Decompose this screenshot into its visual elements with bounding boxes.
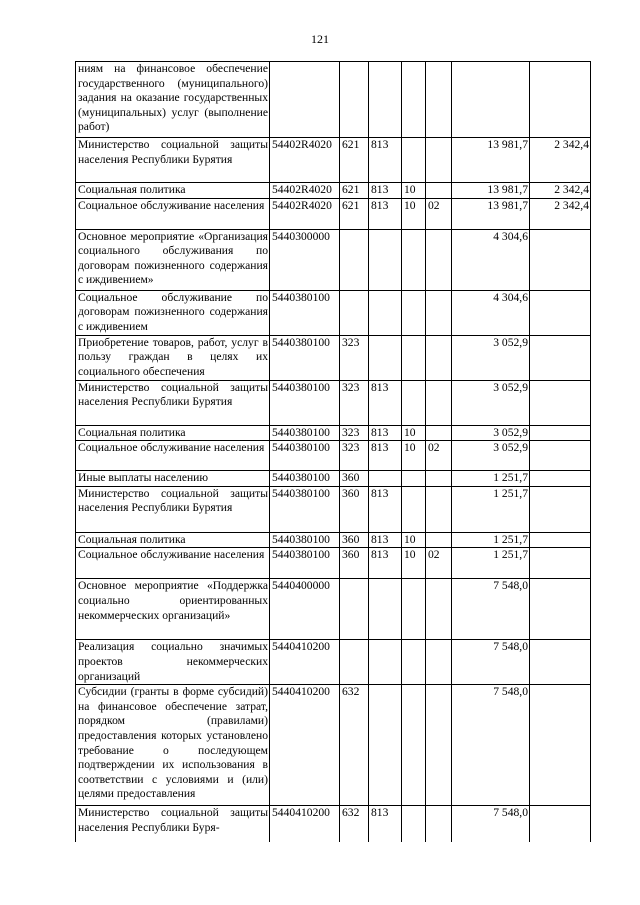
cell-sum1: 3 052,9 bbox=[452, 441, 530, 471]
cell-name: Социальная политика bbox=[76, 532, 270, 548]
cell-sum1: 13 981,7 bbox=[452, 198, 530, 229]
cell-csr: 5440300000 bbox=[270, 229, 340, 290]
cell-pr bbox=[426, 486, 452, 532]
cell-grbs: 813 bbox=[369, 486, 402, 532]
cell-pr bbox=[426, 183, 452, 199]
cell-sum2 bbox=[530, 806, 591, 842]
cell-vr: 621 bbox=[340, 198, 369, 229]
cell-vr: 323 bbox=[340, 441, 369, 471]
cell-rz bbox=[402, 640, 426, 685]
cell-sum1: 3 052,9 bbox=[452, 425, 530, 441]
table-row bbox=[76, 548, 591, 579]
cell-name: Социальное обслуживание населения bbox=[76, 441, 270, 471]
budget-table bbox=[75, 61, 591, 842]
cell-name: Социальное обслуживание по договорам пожизненного содержания с иждивением bbox=[76, 290, 270, 335]
cell-sum2 bbox=[530, 640, 591, 685]
cell-sum1: 4 304,6 bbox=[452, 290, 530, 335]
cell-rz bbox=[402, 685, 426, 806]
cell-vr bbox=[340, 640, 369, 685]
cell-csr: 5440400000 bbox=[270, 579, 340, 640]
cell-sum1: 7 548,0 bbox=[452, 640, 530, 685]
cell-sum1: 7 548,0 bbox=[452, 579, 530, 640]
cell-rz bbox=[402, 380, 426, 425]
cell-csr bbox=[270, 62, 340, 138]
table-row bbox=[76, 198, 591, 229]
table-row bbox=[76, 380, 591, 425]
cell-name: Иные выплаты населению bbox=[76, 471, 270, 487]
table-row bbox=[76, 532, 591, 548]
cell-sum1: 7 548,0 bbox=[452, 685, 530, 806]
cell-name: Министерство социальной защиты населения Республики Бурятия bbox=[76, 380, 270, 425]
cell-csr: 5440410200 bbox=[270, 685, 340, 806]
cell-name: Социальное обслуживание населения bbox=[76, 548, 270, 579]
cell-rz: 10 bbox=[402, 548, 426, 579]
cell-pr bbox=[426, 380, 452, 425]
cell-pr: 02 bbox=[426, 548, 452, 579]
cell-pr bbox=[426, 290, 452, 335]
cell-csr: 5440380100 bbox=[270, 425, 340, 441]
cell-csr: 54402R4020 bbox=[270, 183, 340, 199]
cell-sum2 bbox=[530, 380, 591, 425]
cell-pr bbox=[426, 62, 452, 138]
cell-sum2 bbox=[530, 471, 591, 487]
cell-vr: 323 bbox=[340, 380, 369, 425]
cell-grbs: 813 bbox=[369, 138, 402, 183]
table-row bbox=[76, 806, 591, 842]
cell-sum2 bbox=[530, 579, 591, 640]
cell-csr: 5440380100 bbox=[270, 380, 340, 425]
cell-sum2 bbox=[530, 548, 591, 579]
cell-csr: 54402R4020 bbox=[270, 138, 340, 183]
table-row bbox=[76, 183, 591, 199]
cell-name: Министерство социальной защиты населения Республики Бурятия bbox=[76, 486, 270, 532]
cell-sum1 bbox=[452, 62, 530, 138]
cell-sum2: 2 342,4 bbox=[530, 183, 591, 199]
cell-sum1: 13 981,7 bbox=[452, 138, 530, 183]
table-row bbox=[76, 579, 591, 640]
cell-name: Приобретение товаров, работ, услуг в пользу граждан в целях их социального обеспечения bbox=[76, 335, 270, 380]
cell-grbs: 813 bbox=[369, 806, 402, 842]
cell-rz: 10 bbox=[402, 198, 426, 229]
cell-name: Социальная политика bbox=[76, 425, 270, 441]
cell-grbs bbox=[369, 335, 402, 380]
table-row bbox=[76, 425, 591, 441]
cell-pr bbox=[426, 425, 452, 441]
cell-sum2 bbox=[530, 441, 591, 471]
cell-pr bbox=[426, 579, 452, 640]
cell-rz: 10 bbox=[402, 441, 426, 471]
cell-sum2 bbox=[530, 290, 591, 335]
budget-table-body bbox=[76, 62, 591, 842]
cell-rz bbox=[402, 471, 426, 487]
cell-rz bbox=[402, 579, 426, 640]
cell-name: Министерство социальной защиты населения Республики Буря- bbox=[76, 806, 270, 842]
cell-sum2: 2 342,4 bbox=[530, 198, 591, 229]
cell-pr bbox=[426, 229, 452, 290]
cell-name: Социальная политика bbox=[76, 183, 270, 199]
cell-rz bbox=[402, 806, 426, 842]
cell-sum2 bbox=[530, 486, 591, 532]
cell-pr bbox=[426, 138, 452, 183]
cell-vr: 621 bbox=[340, 183, 369, 199]
cell-grbs: 813 bbox=[369, 425, 402, 441]
table-row bbox=[76, 229, 591, 290]
cell-name: Социальное обслуживание населения bbox=[76, 198, 270, 229]
table-row bbox=[76, 441, 591, 471]
cell-rz: 10 bbox=[402, 183, 426, 199]
cell-pr bbox=[426, 532, 452, 548]
cell-rz bbox=[402, 62, 426, 138]
table-row bbox=[76, 685, 591, 806]
cell-csr: 5440380100 bbox=[270, 290, 340, 335]
cell-name: Министерство социальной защиты населения Республики Бурятия bbox=[76, 138, 270, 183]
cell-rz: 10 bbox=[402, 425, 426, 441]
cell-grbs bbox=[369, 62, 402, 138]
cell-vr: 360 bbox=[340, 548, 369, 579]
cell-vr: 621 bbox=[340, 138, 369, 183]
cell-name: Основное мероприятие «Организация социального обслуживания по договорам пожизненного содержания с иждивением» bbox=[76, 229, 270, 290]
cell-name: Основное мероприятие «Поддержка социально ориентированных некоммерческих организаций» bbox=[76, 579, 270, 640]
cell-sum1: 1 251,7 bbox=[452, 486, 530, 532]
page-number: 121 bbox=[311, 32, 329, 46]
cell-sum2 bbox=[530, 229, 591, 290]
cell-name: Субсидии (гранты в форме субсидий) на финансовое обеспечение затрат, порядком (правилами) предоставления которых установлено требование о последующем подтверждении их использования в соответствии с условиями и (или) целями предоставления bbox=[76, 685, 270, 806]
cell-csr: 5440380100 bbox=[270, 441, 340, 471]
table-row bbox=[76, 471, 591, 487]
cell-grbs: 813 bbox=[369, 380, 402, 425]
cell-rz bbox=[402, 229, 426, 290]
cell-sum2 bbox=[530, 425, 591, 441]
cell-csr: 5440380100 bbox=[270, 471, 340, 487]
table-row bbox=[76, 138, 591, 183]
cell-rz bbox=[402, 290, 426, 335]
cell-sum1: 1 251,7 bbox=[452, 548, 530, 579]
cell-csr: 54402R4020 bbox=[270, 198, 340, 229]
cell-grbs bbox=[369, 290, 402, 335]
cell-grbs: 813 bbox=[369, 183, 402, 199]
cell-pr bbox=[426, 471, 452, 487]
cell-sum2 bbox=[530, 335, 591, 380]
cell-pr: 02 bbox=[426, 441, 452, 471]
cell-name: Реализация социально значимых проектов некоммерческих организаций bbox=[76, 640, 270, 685]
cell-vr: 632 bbox=[340, 806, 369, 842]
table-row bbox=[76, 62, 591, 138]
cell-csr: 5440380100 bbox=[270, 548, 340, 579]
cell-sum1: 4 304,6 bbox=[452, 229, 530, 290]
cell-csr: 5440380100 bbox=[270, 486, 340, 532]
cell-grbs bbox=[369, 685, 402, 806]
cell-sum2 bbox=[530, 532, 591, 548]
cell-vr bbox=[340, 229, 369, 290]
cell-vr bbox=[340, 579, 369, 640]
cell-grbs bbox=[369, 579, 402, 640]
cell-vr: 632 bbox=[340, 685, 369, 806]
cell-sum2: 2 342,4 bbox=[530, 138, 591, 183]
cell-sum1: 13 981,7 bbox=[452, 183, 530, 199]
cell-csr: 5440380100 bbox=[270, 335, 340, 380]
cell-csr: 5440410200 bbox=[270, 806, 340, 842]
cell-vr bbox=[340, 62, 369, 138]
cell-pr bbox=[426, 806, 452, 842]
cell-pr bbox=[426, 335, 452, 380]
cell-csr: 5440380100 bbox=[270, 532, 340, 548]
cell-sum1: 7 548,0 bbox=[452, 806, 530, 842]
cell-pr bbox=[426, 685, 452, 806]
cell-vr: 360 bbox=[340, 486, 369, 532]
cell-grbs bbox=[369, 640, 402, 685]
cell-sum1: 1 251,7 bbox=[452, 471, 530, 487]
cell-rz bbox=[402, 335, 426, 380]
cell-vr: 323 bbox=[340, 335, 369, 380]
cell-rz bbox=[402, 486, 426, 532]
cell-grbs: 813 bbox=[369, 198, 402, 229]
cell-grbs: 813 bbox=[369, 441, 402, 471]
cell-sum1: 1 251,7 bbox=[452, 532, 530, 548]
cell-pr bbox=[426, 640, 452, 685]
cell-name: ниям на финансовое обеспечение государственного (муниципального) задания на оказание государственных (муниципальных) услуг (выполнение работ) bbox=[76, 62, 270, 138]
cell-vr: 360 bbox=[340, 471, 369, 487]
cell-vr bbox=[340, 290, 369, 335]
cell-sum1: 3 052,9 bbox=[452, 335, 530, 380]
cell-vr: 323 bbox=[340, 425, 369, 441]
cell-grbs bbox=[369, 229, 402, 290]
cell-rz: 10 bbox=[402, 532, 426, 548]
cell-sum2 bbox=[530, 685, 591, 806]
table-row bbox=[76, 335, 591, 380]
cell-sum1: 3 052,9 bbox=[452, 380, 530, 425]
table-row bbox=[76, 486, 591, 532]
cell-vr: 360 bbox=[340, 532, 369, 548]
cell-rz bbox=[402, 138, 426, 183]
cell-grbs: 813 bbox=[369, 548, 402, 579]
cell-sum2 bbox=[530, 62, 591, 138]
cell-grbs bbox=[369, 471, 402, 487]
cell-grbs: 813 bbox=[369, 532, 402, 548]
table-row bbox=[76, 640, 591, 685]
cell-csr: 5440410200 bbox=[270, 640, 340, 685]
cell-pr: 02 bbox=[426, 198, 452, 229]
table-row bbox=[76, 290, 591, 335]
